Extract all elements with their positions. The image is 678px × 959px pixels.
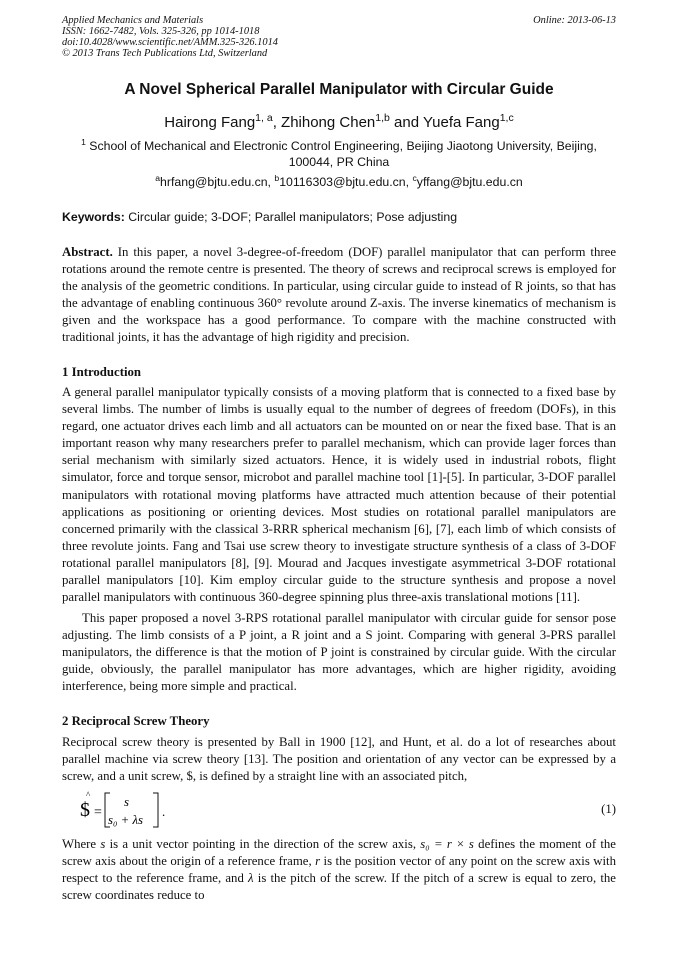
copyright-line: © 2013 Trans Tech Publications Ltd, Switzerland bbox=[62, 48, 268, 59]
math-variable: r bbox=[315, 854, 321, 869]
paragraph: A general parallel manipulator typically consists of a moving platform that is connected to a fixed base by several limbs. The number of limbs is usually equal to the number of degrees of freedom (DOFs), in this regard, one actuator drives each limb and all actuators can be mounted on or near the fixed base. That is an important reason why many researchers prefer to parallel mechanism, which can provide lager forces than serial mechanism with similarly sized actuators. Hence, it is widely used in industrial robots, flight simulator, force and torque sensor, microbot and parallel machine tool [1]-[5]. In particular, 3-DOF parallel manipulators with rotational moving platforms have attracted much attention because of their potential applications as positioning or orienting devices. Most studies on rotational parallel manipulators are concerned primarily with the classical 3-RRR spherical mechanism [6], [7], each limb of which consists of three revolute joints. Fang and Tsai use screw theory to investigate structure synthesis of a class of 3-DOF rotational parallel manipulators [8], [9]. Mourad and Jacques investigate asymmetrical 3-DOF rotational parallel manipulators [10]. Kim employ circular guide to the structure synthesis and propose a novel parallel manipulators with continuous 360-degree spinning plus three-axis translational motions [11]. bbox=[62, 385, 616, 605]
author-separator: and bbox=[389, 114, 423, 131]
author-affil-marker: 1, a bbox=[255, 112, 273, 124]
paragraph: This paper proposed a novel 3-RPS rotational parallel manipulator with circular guide for sensor pose adjusting. The limb consists of a P joint, a R joint and a S joint. Comparing with general 3-PRS parallel manipulators, the difference is that the motion of P joint is constrained by circular guide. With the circular guide, obviously, the parallel manipulator has more advantages, which are higher rigidity, avoiding interference, being more simple and practical. bbox=[62, 611, 616, 694]
paragraph-text: is a unit vector pointing in the direction of the screw axis, bbox=[105, 837, 421, 851]
affiliation-marker: 1 bbox=[81, 136, 86, 147]
email-address: yffang@bjtu.edu.cn bbox=[416, 175, 523, 189]
email-address: 10116303@bjtu.edu.cn, bbox=[279, 175, 413, 189]
paragraph-text: Reciprocal screw theory is presented by Ball in 1900 [12], and Hunt, et al. do a lot of researches about parallel machine via screw theory [13]. The position and orientation of any vector can be expressed by a screw, and a unit screw, bbox=[62, 735, 616, 784]
keywords bbox=[62, 209, 616, 225]
math-variable: s bbox=[100, 837, 106, 851]
email-marker: a bbox=[155, 172, 161, 183]
paragraph bbox=[62, 734, 616, 785]
equation-number: (1) bbox=[601, 802, 616, 816]
math-formula: s₀ = r × s bbox=[420, 837, 474, 851]
doi-line: doi:10.4028/www.scientific.net/AMM.325-326.1014 bbox=[62, 37, 278, 48]
hat-mark: ^ bbox=[86, 790, 91, 800]
paper-title: A Novel Spherical Parallel Manipulator with Circular Guide bbox=[124, 81, 554, 98]
abstract bbox=[62, 244, 616, 347]
right-bracket bbox=[153, 793, 158, 827]
equation-period: . bbox=[162, 805, 166, 819]
journal-header bbox=[62, 15, 616, 59]
section-heading: 1 Introduction bbox=[62, 365, 142, 379]
equation-graphic bbox=[80, 790, 240, 830]
equals-sign: = bbox=[94, 805, 102, 820]
equation-lhs: $ bbox=[80, 799, 90, 821]
affiliation bbox=[62, 138, 616, 170]
abstract-text: In this paper, a novel 3-degree-of-freedom (DOF) parallel manipulator that can perform three rotations around the remote centre is presented. The theory of screws and reciprocal screws is employed for the analysis of the geometric conditions. In particular, using circular guide to instead of R joints, so that has the advantage of enabling continuous 360° revolute around Z-axis. The inverse kinematics of mechanism is given and the workspace has a good performance. To compare with the machine constructed with traditional joints, it has the advantage of high rigidity and precision. bbox=[62, 245, 616, 345]
paragraph bbox=[62, 836, 616, 904]
section-heading: 2 Reciprocal Screw Theory bbox=[62, 714, 210, 728]
equation-top-entry: s bbox=[124, 795, 129, 809]
author-name: Yuefa Fang bbox=[422, 114, 500, 131]
email-list bbox=[62, 174, 616, 190]
paragraph-text: defines the moment of the screw axis about the origin of a reference frame, bbox=[62, 837, 616, 869]
email-marker: c bbox=[412, 172, 417, 183]
equation-1 bbox=[80, 790, 616, 830]
author-affil-marker: 1,c bbox=[499, 112, 514, 124]
email-marker: b bbox=[274, 172, 280, 183]
paragraph-text: Where bbox=[62, 837, 101, 851]
affiliation-text: School of Mechanical and Electronic Control Engineering, Beijing Jiaotong University, Beijing, 100044, PR China bbox=[89, 139, 597, 169]
author-affil-marker: 1,b bbox=[375, 112, 390, 124]
unit-screw-symbol: $ bbox=[186, 769, 193, 784]
online-date: Online: 2013-06-13 bbox=[533, 15, 616, 26]
author-separator: , bbox=[272, 114, 282, 131]
journal-name: Applied Mechanics and Materials bbox=[62, 15, 204, 26]
keywords-label: Keywords: bbox=[62, 210, 125, 224]
paragraph-text: is the position vector of any point on the screw axis with respect to the reference frame, and bbox=[62, 854, 616, 886]
equation-bottom-entry: s₀ + λs bbox=[108, 813, 143, 827]
keywords-text: Circular guide; 3-DOF; Parallel manipulators; Pose adjusting bbox=[124, 210, 458, 224]
author-list bbox=[62, 113, 616, 133]
abstract-label: Abstract. bbox=[62, 245, 113, 259]
email-address: hrfang@bjtu.edu.cn, bbox=[160, 175, 275, 189]
author-name: Zhihong Chen bbox=[281, 114, 376, 131]
author-name: Hairong Fang bbox=[164, 114, 256, 131]
paragraph-text: is the pitch of the screw. If the pitch of a screw is equal to zero, the screw coordinates reduce to bbox=[62, 871, 616, 903]
math-variable: λ bbox=[248, 871, 254, 886]
paragraph-text: , is defined by a straight line with an associated pitch, bbox=[192, 769, 468, 784]
issn-line: ISSN: 1662-7482, Vols. 325-326, pp 1014-1018 bbox=[62, 26, 260, 37]
